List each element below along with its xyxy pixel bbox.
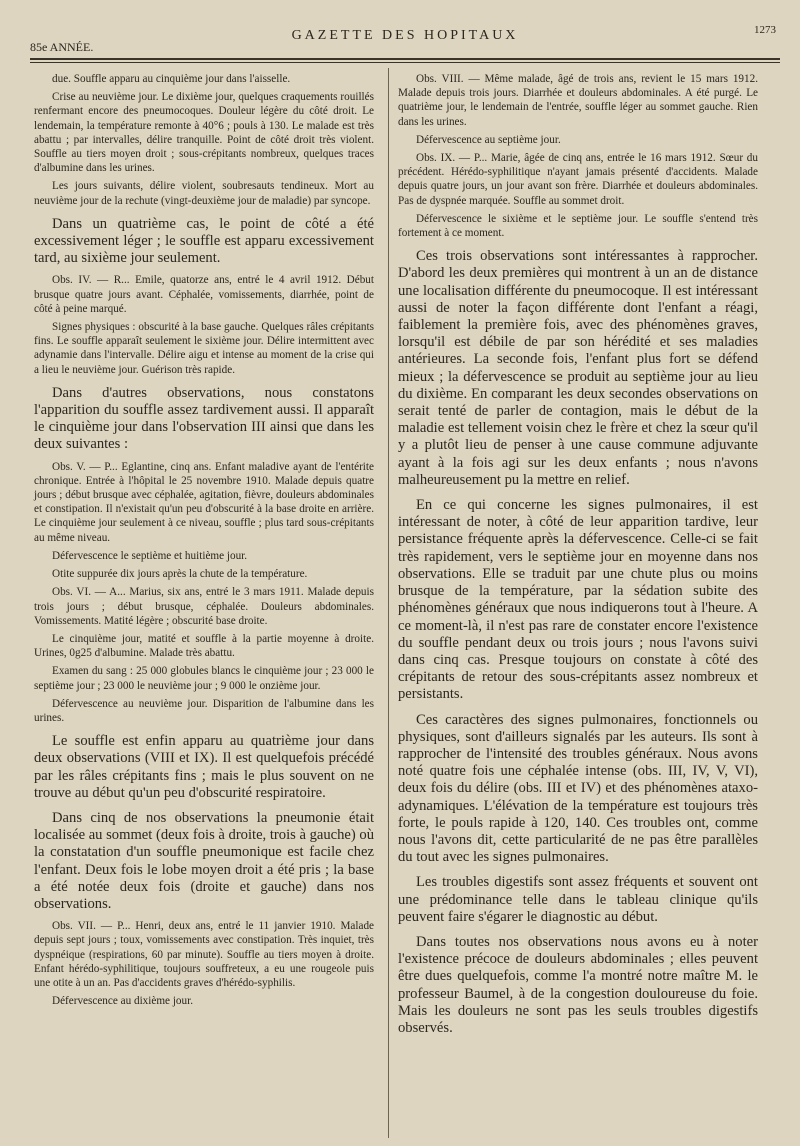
left-column xyxy=(34,72,374,1012)
paragraph: Les jours suivants, délire violent, soubresauts tendineux. Mort au neuvième jour de la rechute (vingt-deuxième jour de maladie) par syncope. xyxy=(34,180,374,207)
paragraph: Dans d'autres observations, nous constatons l'apparition du souffle assez tardivement aussi. Il apparaît le cinquième jour dans l'observation III ainsi que dans les deux suivantes : xyxy=(34,384,374,453)
paragraph: Le souffle est enfin apparu au quatrième jour dans deux observations (VIII et IX). Il est quelquefois précédé par les râles crépitants fins ; mais le plus souvent on ne trouve au début qu'un peu d'obscurité respiratoire. xyxy=(34,733,374,801)
paragraph: Dans toutes nos observations nous avons eu à noter l'existence précoce de douleurs abdominales ; elles peuvent être dues quelquefois, comme l'a montré notre maître M. le professeur Baumel, à de la congestion douloureuse du foie. Mais les douleurs ne sont pas les seuls troubles digestifs observés. xyxy=(398,933,758,1036)
paragraph: Défervescence le sixième et le septième jour. Le souffle s'entend très fortement à ce moment. xyxy=(398,212,758,240)
paragraph: Obs. V. — P... Eglantine, cinq ans. Enfant maladive ayant de l'entérite chronique. Entrée à l'hôpital le 25 novembre 1910. Malade depuis quatre jours ; début brusque avec céphalée, agitation, fièvre, douleurs abdominales et constipation. Il n'existait qu'un peu d'obscurité à la base droite en arrière. Le cinquième jour seulement à ce niveau, souffle ; plus tard sous-crépitants au même niveau. xyxy=(34,460,374,544)
paragraph: Obs. VIII. — Même malade, âgé de trois ans, revient le 15 mars 1912. Malade depuis trois jours. Diarrhée et douleurs abdominales. A été purgé. Le quatrième jour, le lendemain de l'entrée, souffle léger au sommet gauche. Rien dans les urines. xyxy=(398,73,758,128)
paragraph: Obs. IX. — P... Marie, âgée de cinq ans, entrée le 16 mars 1912. Sœur du précédent. Hérédo-syphilitique n'ayant jamais présenté d'accidents. Malade depuis quatre jours, un jour avant son frère. Diarrhée et douleurs abdominales. Pas de dyspnée marquée. Souffle au sommet droit. xyxy=(398,152,758,207)
paragraph: Dans cinq de nos observations la pneumonie était localisée au sommet (deux fois à droite, trois à gauche) où la constatation d'un souffle pneumonique est facile chez l'enfant. Deux fois le lobe moyen droit a été pris ; la base a été notée deux fois (droite et gauche) dans nos observations. xyxy=(34,809,375,912)
paragraph: Obs. IV. — R... Emile, quatorze ans, entré le 4 avril 1912. Début brusque quatre jours avant. Céphalée, vomissements, diarrhée, point de côté à peine marqué. xyxy=(34,274,374,315)
paragraph: Le cinquième jour, matité et souffle à la partie moyenne à droite. Urines, 0g25 d'albumine. Malade très abattu. xyxy=(34,632,374,660)
year-label: 85e ANNÉE. xyxy=(30,40,94,54)
paragraph: Otite suppurée dix jours après la chute de la température. xyxy=(52,568,308,581)
paragraph: Obs. VI. — A... Marius, six ans, entré le 3 mars 1911. Malade depuis trois jours ; début brusque, céphalée. Douleurs abdominales. Vomissements. Matité légère ; obscurité base droite. xyxy=(34,586,374,627)
header-rule xyxy=(30,58,780,60)
paragraph: En ce qui concerne les signes pulmonaires, il est intéressant de noter, à côté de leur apparition tardive, leur persistance fréquente après la défervescence. Celle-ci se fait très rapidement, vers le septième jour en moyenne dans nos observations. Elle se traduit par une chute plus ou moins brusque de la température, par la sédation subite des phénomènes généraux que nous indiquerons tout à l'heure. A ce moment-là, il n'est pas rare de constater encore l'existence du souffle pendant deux ou trois jours ; nous l'avons suivi dans cinq cas. Presque toujours on constate à côté des crépitants de retour des sous-crépitants assez nombreux et persistants. xyxy=(398,497,758,703)
paragraph: Défervescence au dixième jour. xyxy=(52,995,194,1008)
page-header xyxy=(30,24,780,54)
paragraph: due. Souffle apparu au cinquième jour dans l'aisselle. xyxy=(52,73,291,85)
paragraph: Obs. VII. — P... Henri, deux ans, entré le 11 janvier 1910. Malade depuis sept jours ; toux, vomissements avec constipation. Très inquiet, très dyspnéique (respirations, 60 par minute). Souffle au tiers moyen à droite. Enfant hérédo-syphilitique, toujours souffreteux, a eu une rougeole puis une otite à un an. Pas d'accidents graves d'hérédo-syphilis. xyxy=(34,920,374,989)
paragraph: Crise au neuvième jour. Le dixième jour, quelques craquements rouillés renfermant encore des pneumocoques. Douleur légère du côté droit. Le lendemain, la température remonte à 40°6 ; pouls à 130. Le malade est très abattu ; par intervalles, délire tranquille. Point de côté droit très violent. Souffle au tiers moyen droit ; sous-crépitants nombreux, quelques traces d'albumine dans les urines. xyxy=(34,91,374,175)
paragraph: Ces trois observations sont intéressantes à rapprocher. D'abord les deux premières qui montrent à un an de distance une localisation différente du pneumocoque. Il est intéressant aussi de noter la façon différente dont l'enfant a réagi, faiblement la première fois, avec des phénomènes graves, lorsqu'il est débile de par son hérédité et ses maladies antérieures. La seconde fois, l'enfant plus fort se défend mieux ; la défervescence se produit au septième jour au lieu du dixième. En comparant les deux secondes observations on serait tenté de parler de contagion, mais le début de la maladie est tellement voisin chez le frère et chez la sœur qu'il y a plutôt lieu de penser à une cause commune adjuvante ayant à la fois agi sur les deux enfants ; nous n'avons malheureusement pu la mettre en relief. xyxy=(398,248,758,488)
paragraph: Ces caractères des signes pulmonaires, fonctionnels ou physiques, sont d'ailleurs signalés par les auteurs. Ils sont à rapprocher de l'intensité des troubles généraux. Nous avons noté quatre fois une céphalée intense (obs. III, IV, V, VI), deux fois du délire (obs. III et IV) et des phénomènes ataxo-adynamiques. L'élévation de la température est toujours très forte, le pouls rapide à 120, 140. Ces troubles ont, comme nous l'avons dit, cette particularité de ne pas être parallèles du tout avec les signes pulmonaires. xyxy=(398,711,758,866)
column-divider xyxy=(388,68,389,1138)
right-column xyxy=(398,72,758,1043)
paragraph: Défervescence le septième et huitième jour. xyxy=(52,549,248,562)
paragraph: Les troubles digestifs sont assez fréquents et souvent ont une prédominance telle dans le tableau clinique qu'ils peuvent faire s'égarer le diagnostic au début. xyxy=(398,874,758,925)
journal-title: GAZETTE DES HOPITAUX xyxy=(291,28,519,43)
page-number: 1273 xyxy=(754,24,776,36)
paragraph: Défervescence au septième jour. xyxy=(416,133,561,146)
paragraph: Examen du sang : 25 000 globules blancs le cinquième jour ; 23 000 le septième jour ; 23 000 le neuvième jour ; 9 000 le onzième jour. xyxy=(34,665,374,692)
paragraph: Dans un quatrième cas, le point de côté a été excessivement léger ; le souffle est apparu excessivement tard, au sixième jour seulement. xyxy=(34,215,374,267)
header-rule-thin xyxy=(30,62,780,63)
paragraph: Signes physiques : obscurité à la base gauche. Quelques râles crépitants fins. Le souffle apparaît seulement le sixième jour. Délire intermittent avec adynamie dans l'intervalle. Délire aigu et intense au moment de la crise qui a lieu le neuvième jour. Guérison très rapide. xyxy=(34,321,374,376)
paragraph: Défervescence au neuvième jour. Disparition de l'albumine dans les urines. xyxy=(34,697,374,724)
